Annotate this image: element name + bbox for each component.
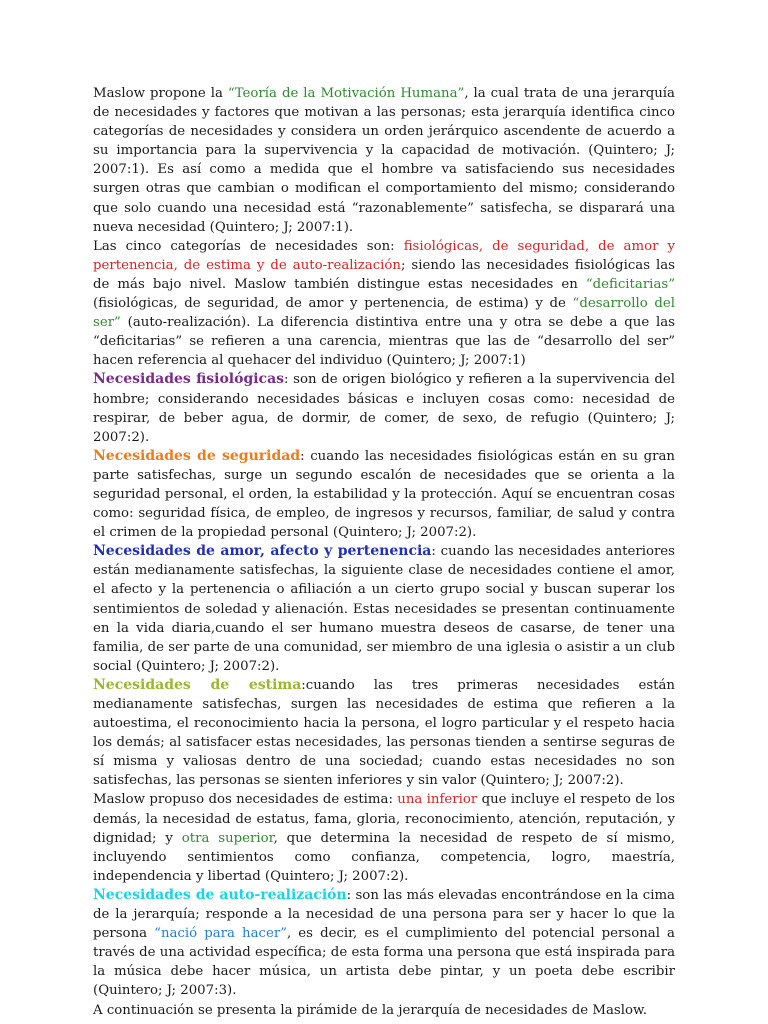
desarrollo-term: “desarrollo del ser” (93, 296, 675, 331)
paragraph-esteem-types (93, 790, 675, 885)
intro-text-rest: , la cual trata de una jerarquía de necesidades y factores que motivan a las personas; esta jerarquía identifica cinco categorías de necesidades y considera un orden jerárquico ascendente de acuerdo a su importancia para la supervivencia y la capacidad de motivación. (Quintero; J; 2007:1). Es así como a medida que el hombre va satisfaciendo sus necesidades surgen otras que cambian o modifican el comportamiento del mismo; considerando que solo cuando una necesidad está “razonablemente” satisfecha, se disparará una nueva necesidad (Quintero; J; 2007:1). (93, 86, 675, 235)
categories-text-middle: ; siendo las necesidades fisiológicas las de más bajo nivel. Maslow también distingue estas necesidades en (93, 257, 675, 292)
categories-text-end: (auto-realización). La diferencia distintiva entre una y otra se debe a que las “deficitarias” se refieren a una carencia, mientras que las de “desarrollo del ser” hacen referencia al quehacer del individuo (Quintero; J; 2007:1) (93, 315, 675, 369)
deficitarias-term: “deficitarias” (585, 276, 675, 292)
esteem-types-text-middle: que incluye el respeto de los demás, la necesidad de estatus, fama, gloria, reconocimiento, atención, reputación, y dignidad; y (93, 792, 676, 846)
paragraph-love (93, 542, 675, 676)
paragraph-self-realization (93, 886, 675, 1001)
categories-list: fisiológicas, de seguridad, de amor y pertenencia, de estima y de auto-realización (93, 238, 675, 273)
paragraph-conclusion (93, 1001, 675, 1020)
love-text: : cuando las necesidades anteriores están medianamente satisfechas, la siguiente clase de necesidades contiene el amor, el afecto y la pertenencia o afiliación a un cierto grupo social y buscan superar los sentimientos de soledad y alienación. Estas necesidades se presentan continuamente en la vida diaria,cuando el ser humano muestra deseos de casarse, de tener una familia, de ser parte de una comunidad, ser miembro de una iglesia o asistir a un club social (Quintero; J; 2007:2). (93, 544, 676, 674)
lower-esteem-term: una inferior (397, 792, 478, 808)
higher-esteem-term: otra superior (181, 830, 274, 846)
paragraph-safety (93, 447, 675, 542)
self-realization-text-start: : son las más elevadas encontrándose en la cima de la jerarquía; responde a la necesidad de una persona para ser y hacer lo que la persona (93, 887, 675, 942)
paragraph-categories (93, 237, 675, 371)
love-heading: Necesidades de amor, afecto y pertenencia (93, 543, 432, 560)
esteem-heading: Necesidades de estima (93, 676, 302, 693)
physiological-text: : son de origen biológico y refieren a la supervivencia del hombre; considerando necesidades básicas e incluyen cosas como: necesidad de respirar, de beber agua, de dormir, de comer, de sexo, de refugio (Quintero; J; 2007:2). (93, 372, 675, 445)
physiological-heading: Necesidades fisiológicas (93, 371, 285, 388)
intro-text-start: Maslow propone la (93, 86, 228, 101)
esteem-types-text-start: Maslow propuso dos necesidades de estima: (93, 792, 398, 808)
conclusion-text: A continuación se presenta la pirámide de la jerarquía de necesidades de Maslow. (93, 1002, 648, 1018)
document-body (93, 84, 675, 1020)
categories-text-middle-2: (fisiológicas, de seguridad, de amor y pertenencia, de estima) y de (93, 296, 573, 312)
esteem-types-text-end: , que determina la necesidad de respeto de sí mismo, incluyendo sentimientos como confianza, competencia, logro, maestría, independencia y libertad (Quintero; J; 2007:2). (93, 830, 675, 884)
theory-title: “Teoría de la Motivación Humana” (227, 86, 465, 101)
safety-text: : cuando las necesidades fisiológicas están en su gran parte satisfechas, surge un segundo escalón de necesidades que se orienta a la seguridad personal, el orden, la estabilidad y la protección. Aquí se encuentran cosas como: seguridad física, de empleo, de ingresos y recursos, familiar, de salud y contra el crimen de la propiedad personal (Quintero; J; 2007:2). (93, 448, 675, 541)
paragraph-esteem (93, 676, 675, 791)
esteem-text: :cuando las tres primeras necesidades están medianamente satisfechas, surgen las necesidades de estima que refieren a la autoestima, el reconocimiento hacia la persona, el logro particular y el respeto hacia los demás; al satisfacer estas necesidades, las personas tienden a sentirse seguras de sí misma y valiosas dentro de una sociedad; cuando estas necesidades no son satisfechas, las personas se sienten inferiores y sin valor (Quintero; J; 2007:2). (93, 677, 675, 789)
safety-heading: Necesidades de seguridad (93, 447, 301, 464)
paragraph-intro (93, 84, 675, 237)
self-realization-heading: Necesidades de auto-realización (93, 886, 347, 903)
self-realization-text-end: , es decir, es el cumplimiento del potencial personal a través de una actividad específica; de esta forma una persona que está inspirada para la música debe hacer música, un artista debe pintar, y un poeta debe escribir (Quintero; J; 2007:3). (93, 926, 675, 999)
born-to-do-term: “nació para hacer” (154, 926, 287, 942)
categories-text-start: Las cinco categorías de necesidades son: (93, 238, 404, 254)
paragraph-physiological (93, 370, 675, 446)
